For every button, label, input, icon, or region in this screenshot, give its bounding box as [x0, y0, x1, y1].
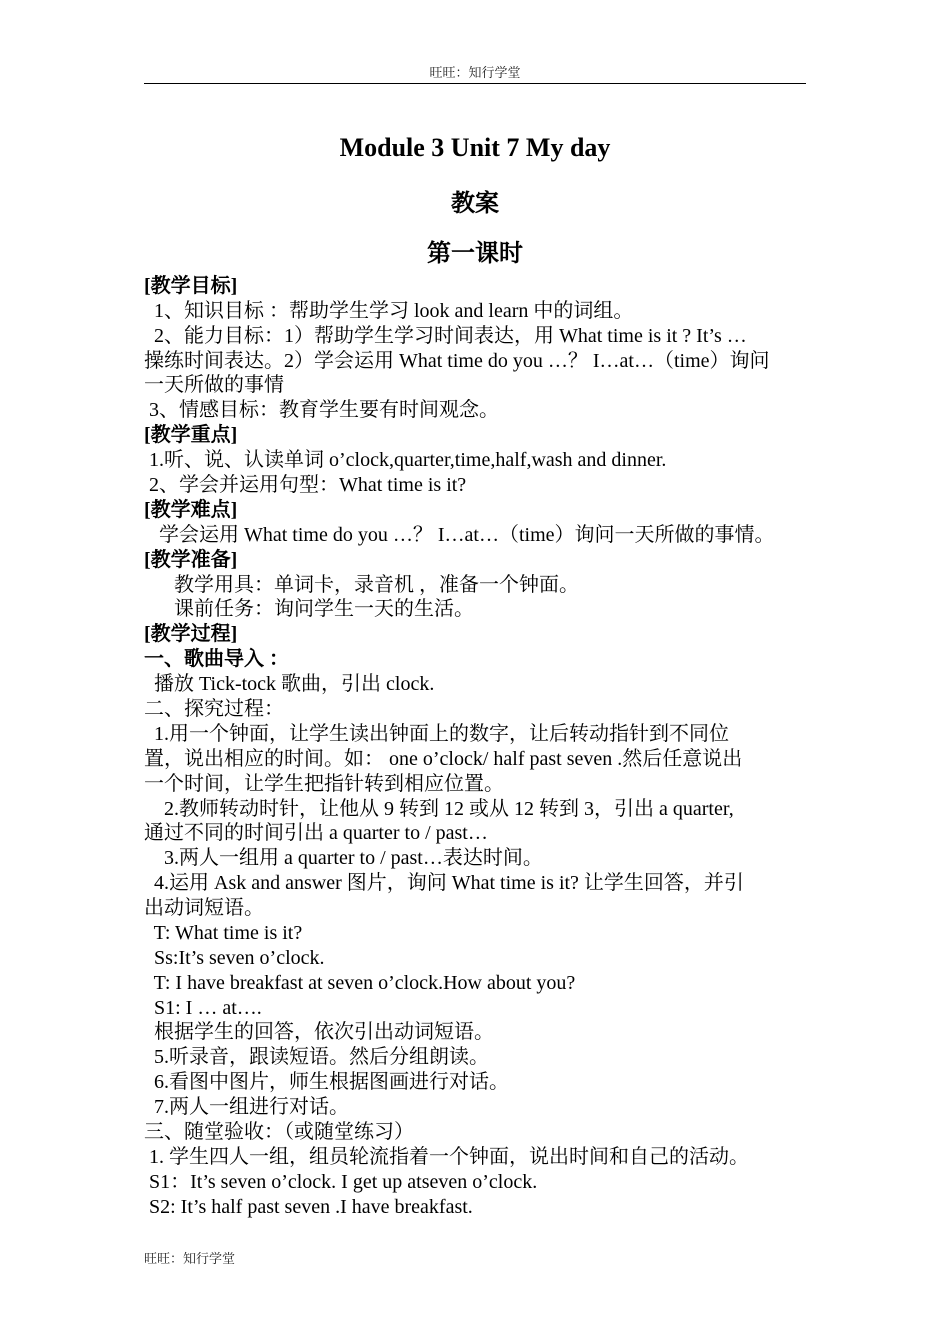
- text-line: 学会运用 What time do you …？ I…at…（time）询问一天所做的事情。: [144, 524, 775, 546]
- step-heading: 三、随堂验收：（或随堂练习）: [144, 1121, 414, 1143]
- text-line: 2、学会并运用句型：What time is it?: [144, 474, 467, 496]
- text-line: 7.两人一组进行对话。: [144, 1096, 349, 1118]
- dialogue-line: S2: It’s half past seven .I have breakfast.: [144, 1196, 473, 1218]
- text-line: 6.看图中图片，师生根据图画进行对话。: [144, 1071, 509, 1093]
- text-line: 出动词短语。: [144, 897, 264, 919]
- dialogue-line: T: What time is it?: [144, 922, 303, 944]
- section-heading-process: [教学过程]: [144, 623, 238, 645]
- text-line: 3.两人一组用 a quarter to / past…表达时间。: [144, 847, 543, 869]
- text-line: 课前任务：询问学生一天的生活。: [144, 598, 474, 620]
- text-line: 置，说出相应的时间。如： one o’clock/ half past seven .然后任意说出: [144, 748, 743, 770]
- text-line: 教学用具：单词卡，录音机 ，准备一个钟面。: [144, 574, 579, 596]
- text-line: 1、知识目标 ：帮助学生学习 look and learn 中的词组。: [144, 300, 634, 322]
- text-line: 3、情感目标：教育学生要有时间观念。: [144, 399, 499, 421]
- dialogue-line: T: I have breakfast at seven o’clock.How about you?: [144, 972, 576, 994]
- text-line: 根据学生的回答，依次引出动词短语。: [144, 1021, 494, 1043]
- document-subtitle: 教案: [451, 191, 499, 217]
- text-line: 1. 学生四人一组，组员轮流指着一个钟面，说出时间和自己的活动。: [144, 1146, 749, 1168]
- text-line: 1.听、说、认读单词 o’clock,quarter,time,half,wash and dinner.: [144, 449, 667, 471]
- section-heading-preparation: [教学准备]: [144, 549, 238, 571]
- lesson-title: 第一课时: [427, 241, 523, 267]
- section-heading-key-points: [教学重点]: [144, 424, 238, 446]
- text-line: 1.用一个钟面，让学生读出钟面上的数字，让后转动指针到不同位: [144, 723, 729, 745]
- text-line: 2.教师转动时针，让他从 9 转到 12 或从 12 转到 3，引出 a quarter,: [144, 798, 734, 820]
- text-line: 2、能力目标：1）帮助学生学习时间表达，用 What time is it ? It’s …: [144, 325, 747, 347]
- text-line: 5.听录音，跟读短语。然后分组朗读。: [144, 1046, 489, 1068]
- section-heading-objectives: [教学目标]: [144, 275, 238, 297]
- text-line: 播放 Tick-tock 歌曲，引出 clock.: [144, 673, 435, 695]
- text-line: 通过不同的时间引出 a quarter to / past…: [144, 822, 488, 844]
- text-line: 操练时间表达。2）学会运用 What time do you …？ I…at…（time）询问: [144, 350, 770, 372]
- text-line: 一个时间，让学生把指针转到相应位置。: [144, 773, 504, 795]
- page-header: 旺旺：知行学堂: [429, 66, 521, 81]
- step-heading: 二、探究过程：: [144, 698, 284, 720]
- text-line: 4.运用 Ask and answer 图片，询问 What time is it? 让学生回答，并引: [144, 872, 744, 894]
- header-divider: [144, 83, 806, 84]
- section-heading-difficulties: [教学难点]: [144, 499, 238, 521]
- text-line: 一天所做的事情: [144, 374, 284, 396]
- dialogue-line: S1: I … at….: [144, 997, 262, 1019]
- document-title: Module 3 Unit 7 My day: [339, 133, 611, 162]
- dialogue-line: Ss:It’s seven o’clock.: [144, 947, 325, 969]
- dialogue-line: S1：It’s seven o’clock. I get up atseven o’clock.: [144, 1171, 538, 1193]
- step-heading: 一、歌曲导入 ：: [144, 648, 289, 670]
- page-footer: 旺旺：知行学堂: [144, 1252, 236, 1267]
